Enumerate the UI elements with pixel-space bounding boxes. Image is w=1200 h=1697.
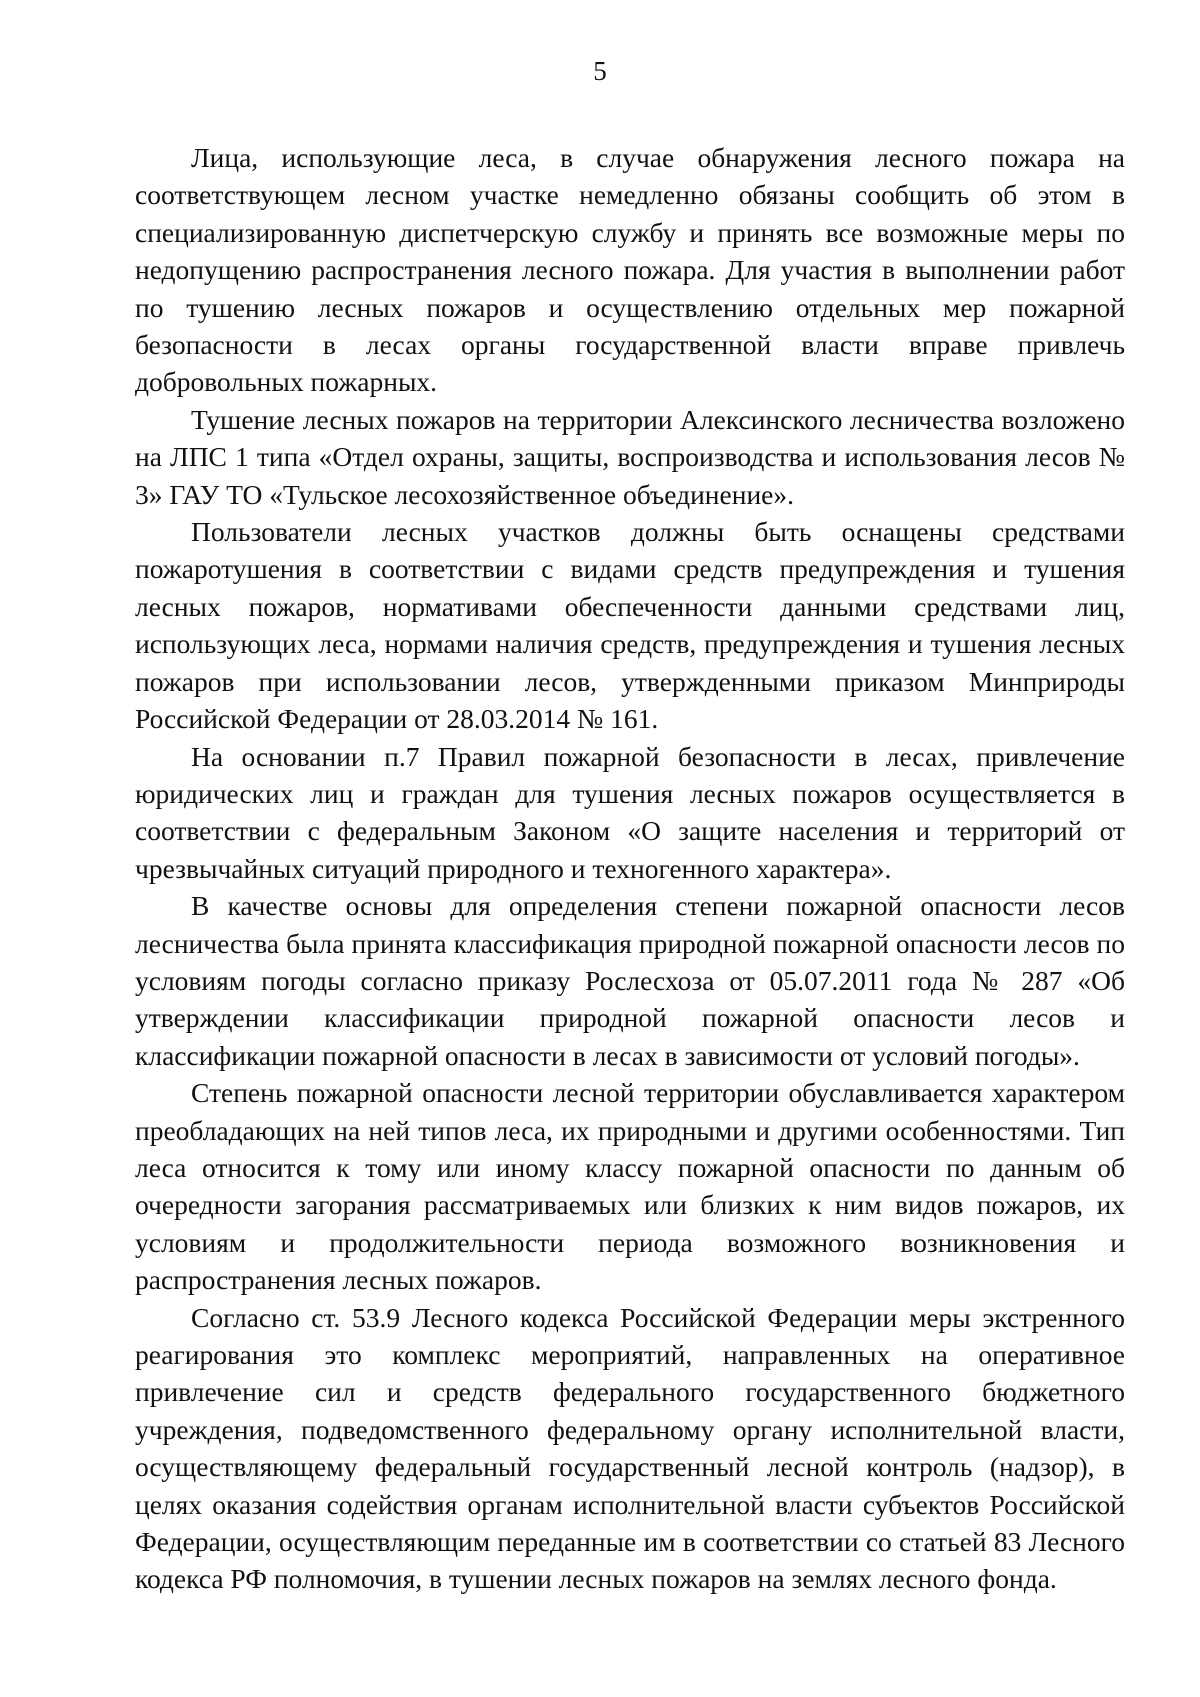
paragraph-firefighting-equipment: Пользователи лесных участков должны быть оснащены средствами пожаротушения в соответствии с видами средств предупреждения и тушения лесных пожаров, нормативами обеспеченности данными средствами лиц, использующих леса, нормами наличия средств, предупреждения и тушения лесных пожаров при использовании лесов, утвержденными приказом Минприроды Российской Федерации от 28.03.2014 № 161. [135,516,1125,735]
paragraph-emergency-response: Согласно ст. 53.9 Лесного кодекса Российской Федерации меры экстренного реагирования это комплекс мероприятий, направленных на оперативное привлечение сил и средств федерального государственного бюджетного учреждения, подведомственного федеральному органу исполнительной власти, осуществляющему федеральный государственный лесной контроль (надзор), в целях оказания содействия органам исполнительной власти субъектов Российской Федерации, осуществляющим переданные им в соответствии со статьей 83 Лесного кодекса РФ полномочия, в тушении лесных пожаров на землях лесного фонда. [135,1301,1125,1595]
paragraph-fire-danger-degree: Степень пожарной опасности лесной территории обуславливается характером преобладающих на ней типов леса, их природными и другими особенностями. Тип леса относится к тому или иному классу пожарной опасности по данным об очередности загорания рассматриваемых или близких к ним видов пожаров, их условиям и продолжительности периода возможного возникновения и распространения лесных пожаров. [135,1077,1125,1296]
paragraph-firefighting-assignment: Тушение лесных пожаров на территории Алексинского лесничества возложено на ЛПС 1 типа «Отдел охраны, защиты, воспроизводства и использования лесов № 3» ГАУ ТО «Тульское лесохозяйственное объединение». [135,403,1125,510]
page-number: 5 [593,56,607,86]
paragraph-legal-basis: На основании п.7 Правил пожарной безопасности в лесах, привлечение юридических лиц и граждан для тушения лесных пожаров осуществляется в соответствии с федеральным Законом «О защите населения и территорий от чрезвычайных ситуаций природного и техногенного характера». [135,740,1125,884]
document-body [135,139,1125,1598]
paragraph-forest-users-obligations: Лица, использующие леса, в случае обнаружения лесного пожара на соответствующем лесном участке немедленно обязаны сообщить об этом в специализированную диспетчерскую службу и принять все возможные меры по недопущению распространения лесного пожара. Для участия в выполнении работ по тушению лесных пожаров и осуществлению отдельных мер пожарной безопасности в лесах органы государственной власти вправе привлечь добровольных пожарных. [135,142,1125,398]
paragraph-fire-danger-classification: В качестве основы для определения степени пожарной опасности лесов лесничества была принята классификация природной пожарной опасности лесов по условиям погоды согласно приказу Рослесхоза от 05.07.2011 года № 287 «Об утверждении классификации природной пожарной опасности лесов и классификации пожарной опасности в лесах в зависимости от условий погоды». [135,890,1125,1071]
